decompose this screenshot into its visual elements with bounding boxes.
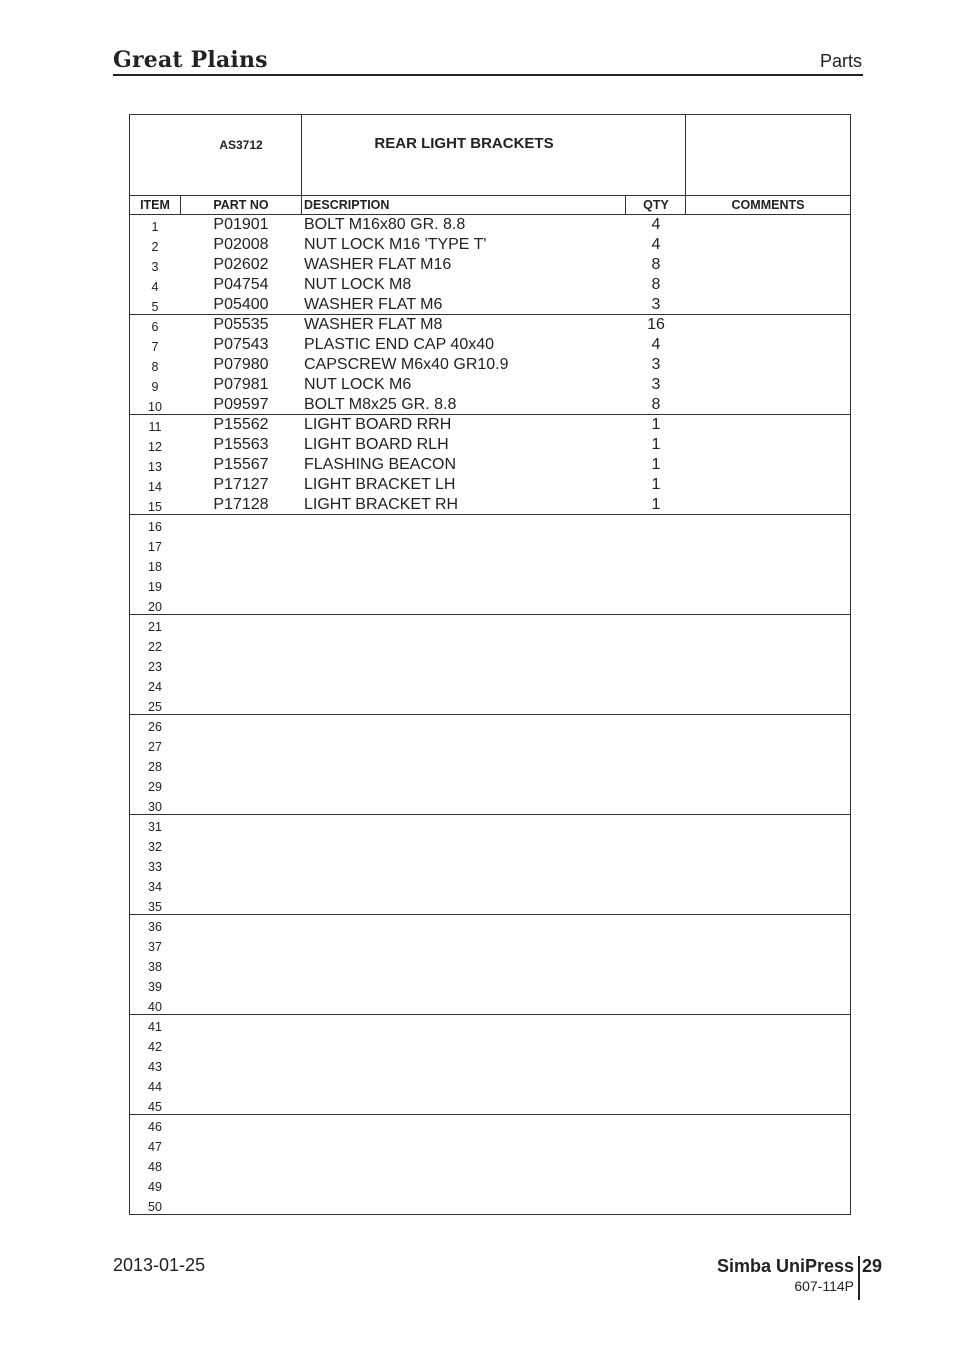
table-row <box>130 515 850 535</box>
item-number: 3 <box>151 260 159 274</box>
part-description: NUT LOCK M6 <box>304 376 412 393</box>
table-row <box>130 275 850 295</box>
quantity: 1 <box>651 416 661 433</box>
table-row <box>130 1175 850 1195</box>
item-number: 5 <box>151 300 159 314</box>
item-number: 16 <box>148 520 162 534</box>
table-row <box>130 795 850 815</box>
part-number: P07981 <box>213 376 269 393</box>
item-number: 1 <box>151 220 159 234</box>
item-number: 8 <box>151 360 159 374</box>
table-row <box>130 615 850 635</box>
item-number: 18 <box>148 560 162 574</box>
col-header-part-no: PART NO <box>213 198 269 212</box>
item-number: 36 <box>148 920 162 934</box>
table-row <box>130 955 850 975</box>
item-number: 34 <box>148 880 162 894</box>
assembly-code: AS3712 <box>219 138 263 152</box>
item-number: 15 <box>148 500 162 514</box>
item-number: 29 <box>148 780 162 794</box>
quantity: 1 <box>651 436 661 453</box>
table-row <box>130 1135 850 1155</box>
item-number: 49 <box>148 1180 162 1194</box>
quantity: 3 <box>651 296 661 313</box>
item-number: 6 <box>151 320 159 334</box>
header-rule <box>113 74 863 76</box>
table-row <box>130 895 850 915</box>
item-number: 24 <box>148 680 162 694</box>
item-number: 25 <box>148 700 162 714</box>
table-row <box>130 995 850 1015</box>
table-row <box>130 935 850 955</box>
item-number: 10 <box>148 400 162 414</box>
part-number: P02602 <box>213 256 269 273</box>
quantity: 1 <box>651 496 661 513</box>
table-row <box>130 775 850 795</box>
item-number: 38 <box>148 960 162 974</box>
title-box <box>130 115 850 195</box>
table-row <box>130 235 850 255</box>
part-description: NUT LOCK M8 <box>304 276 412 293</box>
quantity: 4 <box>651 336 661 353</box>
footer-date: 2013-01-25 <box>113 1255 206 1275</box>
col-header-comments: COMMENTS <box>731 198 805 212</box>
part-description: WASHER FLAT M6 <box>304 296 443 313</box>
table-row <box>130 675 850 695</box>
table-row <box>130 635 850 655</box>
item-number: 41 <box>148 1020 162 1034</box>
table-row <box>130 1035 850 1055</box>
quantity: 1 <box>651 476 661 493</box>
table-row <box>130 1055 850 1075</box>
item-number: 46 <box>148 1120 162 1134</box>
parts-rows <box>130 215 850 1215</box>
item-number: 30 <box>148 800 162 814</box>
table-row <box>130 1015 850 1035</box>
table-row <box>130 495 850 515</box>
item-number: 28 <box>148 760 162 774</box>
quantity: 3 <box>651 376 661 393</box>
item-number: 7 <box>151 340 159 354</box>
item-number: 17 <box>148 540 162 554</box>
part-number: P02008 <box>213 236 269 253</box>
assembly-title: REAR LIGHT BRACKETS <box>374 135 554 152</box>
section-title: Parts <box>819 51 862 71</box>
table-row <box>130 835 850 855</box>
item-number: 13 <box>148 460 162 474</box>
part-number: P07543 <box>213 336 269 353</box>
item-number: 32 <box>148 840 162 854</box>
quantity: 1 <box>651 456 661 473</box>
table-row <box>130 1075 850 1095</box>
part-number: P07980 <box>213 356 269 373</box>
item-number: 47 <box>148 1140 162 1154</box>
item-number: 9 <box>151 380 159 394</box>
col-header-item: ITEM <box>140 198 170 212</box>
part-number: P09597 <box>213 396 269 413</box>
table-row <box>130 315 850 335</box>
item-number: 20 <box>148 600 162 614</box>
table-row <box>130 455 850 475</box>
part-number: P04754 <box>213 276 269 293</box>
item-number: 19 <box>148 580 162 594</box>
part-description: WASHER FLAT M8 <box>304 316 443 333</box>
part-number: P15567 <box>213 456 269 473</box>
table-row <box>130 735 850 755</box>
table-row <box>130 575 850 595</box>
table-row <box>130 595 850 615</box>
part-description: LIGHT BRACKET LH <box>304 476 456 493</box>
table-row <box>130 375 850 395</box>
item-number: 21 <box>148 620 162 634</box>
table-row <box>130 335 850 355</box>
part-description: LIGHT BRACKET RH <box>304 496 459 513</box>
item-number: 4 <box>151 280 159 294</box>
table-row <box>130 975 850 995</box>
part-description: LIGHT BOARD RRH <box>304 416 452 433</box>
table-row <box>130 1115 850 1135</box>
table-row <box>130 255 850 275</box>
table-row <box>130 415 850 435</box>
part-description: FLASHING BEACON <box>304 456 457 473</box>
part-number: P17128 <box>213 496 269 513</box>
item-number: 23 <box>148 660 162 674</box>
part-number: P05535 <box>213 316 269 333</box>
part-number: P01901 <box>213 216 269 233</box>
table-row <box>130 1095 850 1115</box>
page-number: 29 <box>862 1256 883 1276</box>
table-row <box>130 295 850 315</box>
part-description: NUT LOCK M16 'TYPE T' <box>304 236 487 253</box>
item-number: 22 <box>148 640 162 654</box>
footer-model: Simba UniPress <box>716 1256 854 1276</box>
table-row <box>130 1155 850 1175</box>
part-description: WASHER FLAT M16 <box>304 256 452 273</box>
part-description: PLASTIC END CAP 40x40 <box>304 336 495 353</box>
quantity: 4 <box>651 216 661 233</box>
table-row <box>130 475 850 495</box>
quantity: 4 <box>651 236 661 253</box>
footer-vertical-rule <box>858 1256 860 1300</box>
item-number: 44 <box>148 1080 162 1094</box>
quantity: 3 <box>651 356 661 373</box>
item-number: 14 <box>148 480 162 494</box>
parts-sheet <box>129 114 851 1215</box>
quantity: 8 <box>651 256 661 273</box>
table-row <box>130 915 850 935</box>
part-description: BOLT M16x80 GR. 8.8 <box>304 216 466 233</box>
item-number: 40 <box>148 1000 162 1014</box>
part-description: BOLT M8x25 GR. 8.8 <box>304 396 457 413</box>
item-number: 42 <box>148 1040 162 1054</box>
col-header-description: DESCRIPTION <box>304 198 390 212</box>
item-number: 43 <box>148 1060 162 1074</box>
item-number: 50 <box>148 1200 162 1214</box>
table-row <box>130 815 850 835</box>
part-number: P15562 <box>213 416 269 433</box>
part-number: P15563 <box>213 436 269 453</box>
item-number: 11 <box>148 420 162 434</box>
table-row <box>130 355 850 375</box>
table-row <box>130 755 850 775</box>
table-row <box>130 435 850 455</box>
table-row <box>130 655 850 675</box>
table-row <box>130 395 850 415</box>
table-row <box>130 215 850 235</box>
table-row <box>130 855 850 875</box>
quantity: 8 <box>651 276 661 293</box>
item-number: 48 <box>148 1160 162 1174</box>
brand-logo: Great Plains <box>113 47 268 73</box>
item-number: 31 <box>148 820 162 834</box>
table-row <box>130 535 850 555</box>
table-row <box>130 555 850 575</box>
part-number: P17127 <box>213 476 269 493</box>
part-description: LIGHT BOARD RLH <box>304 436 449 453</box>
table-row <box>130 1195 850 1215</box>
table-row <box>130 875 850 895</box>
item-number: 12 <box>148 440 162 454</box>
item-number: 37 <box>148 940 162 954</box>
table-row <box>130 715 850 735</box>
item-number: 39 <box>148 980 162 994</box>
item-number: 35 <box>148 900 162 914</box>
quantity: 16 <box>647 316 665 333</box>
item-number: 26 <box>148 720 162 734</box>
part-number: P05400 <box>213 296 269 313</box>
item-number: 27 <box>148 740 162 754</box>
col-header-qty: QTY <box>643 198 669 212</box>
document-number: 607-114P <box>794 1278 854 1294</box>
item-number: 2 <box>151 240 159 254</box>
item-number: 45 <box>148 1100 162 1114</box>
table-row <box>130 695 850 715</box>
part-description: CAPSCREW M6x40 GR10.9 <box>304 356 509 373</box>
item-number: 33 <box>148 860 162 874</box>
quantity: 8 <box>651 396 661 413</box>
